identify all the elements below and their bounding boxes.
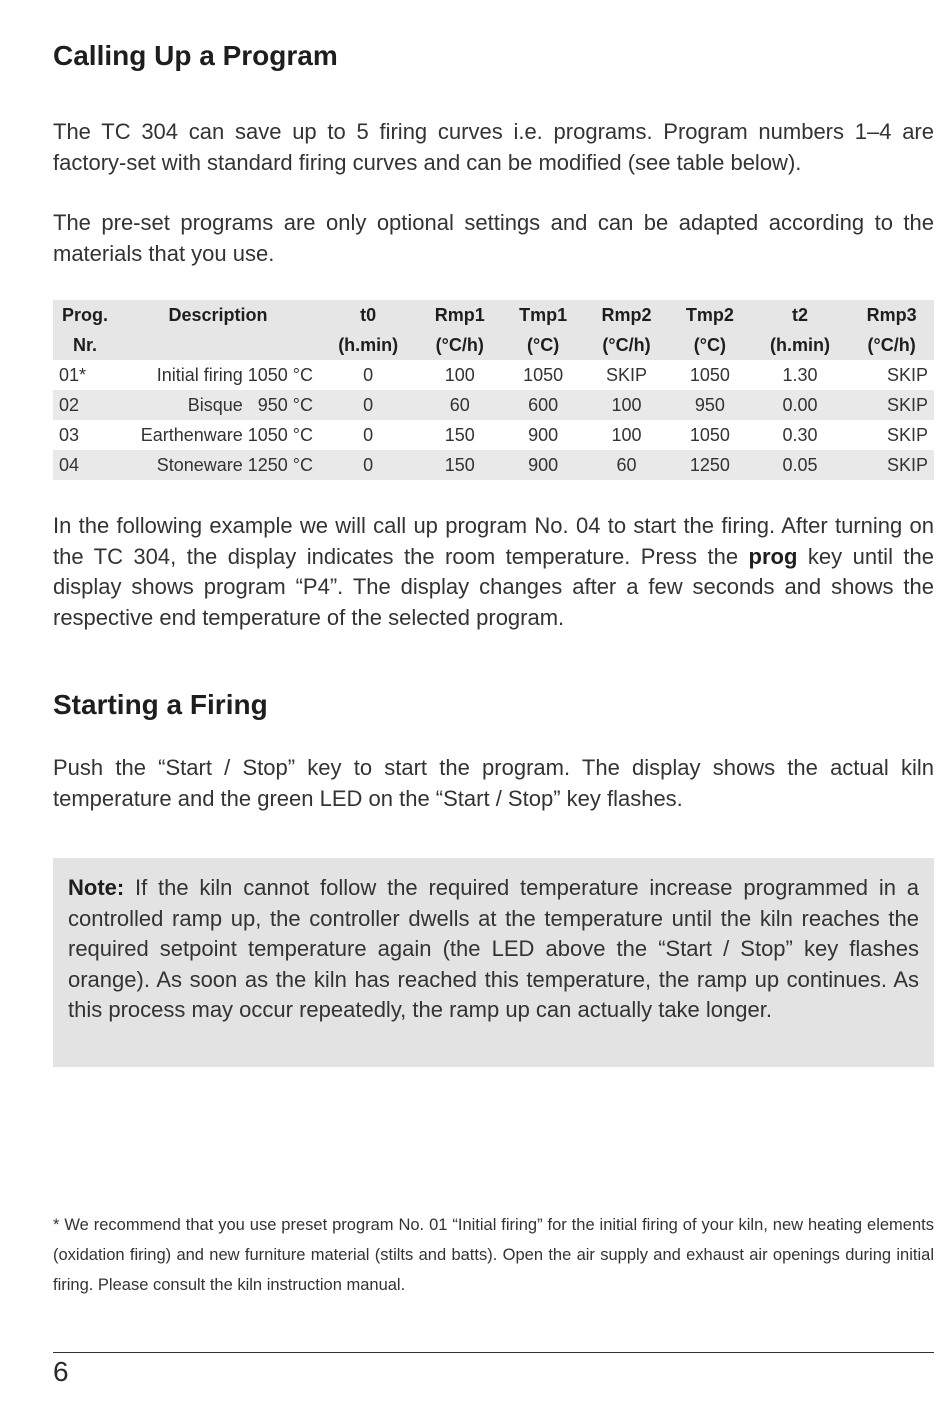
cell-description: Stoneware 1250 °C: [156, 454, 313, 475]
header-rmp3-unit: (°C/h): [867, 334, 916, 355]
cell-tmp1: 900: [528, 424, 559, 445]
note-body: If the kiln cannot follow the required temperature increase programmed in a controlled ramp up, the controller dwells at the temperature until the kiln reaches the required setpoint temperature again (the LED above the “Start / Stop” key flashes orange). As soon as the kiln has reached this temperature, the ramp up continues. As this process may occur repeatedly, the ramp up can actually take longer.: [68, 875, 919, 1022]
prog-key-label: prog: [748, 543, 798, 569]
cell-tmp2: 1050: [689, 424, 730, 445]
header-tmp1: Tmp1: [519, 304, 568, 325]
program-table: [53, 300, 934, 480]
header-prog-unit: Nr.: [72, 334, 97, 355]
cell-rmp1: 150: [444, 454, 475, 475]
page-number: 6: [53, 1356, 69, 1387]
cell-rmp3: SKIP: [886, 394, 928, 415]
cell-rmp3: SKIP: [886, 424, 928, 445]
cell-tmp2: 1050: [689, 364, 730, 385]
preset-paragraph: The pre-set programs are only optional settings and can be adapted according to the materials that you use.: [53, 210, 934, 266]
header-rmp2: Rmp2: [601, 304, 652, 325]
header-description-unit: [117, 330, 319, 360]
footer-divider: [53, 1352, 934, 1353]
note-text: [68, 873, 919, 1026]
header-t0-unit: (h.min): [338, 334, 399, 355]
cell-rmp1: 100: [444, 364, 475, 385]
cell-t2: 0.05: [782, 454, 818, 475]
cell-prog: 01*: [59, 364, 87, 385]
header-rmp1-unit: (°C/h): [435, 334, 484, 355]
header-tmp1-unit: (°C): [527, 334, 560, 355]
cell-t0: 0: [363, 364, 374, 385]
cell-rmp3: SKIP: [886, 454, 928, 475]
note-box: [53, 858, 934, 1067]
cell-prog: 03: [59, 424, 80, 445]
cell-rmp3: SKIP: [886, 364, 928, 385]
table-row: [53, 450, 934, 480]
cell-t2: 0.00: [782, 394, 818, 415]
cell-prog: 04: [59, 454, 80, 475]
footnote: * We recommend that you use preset program No. 01 “Initial firing” for the initial firing of your kiln, new heating elements (oxidation firing) and new furniture material (stilts and batts). Open the air supply and exhaust air openings during initial firing. Please consult the kiln instruction manual.: [53, 1216, 934, 1294]
table-row: [53, 420, 934, 450]
header-rmp3: Rmp3: [866, 304, 917, 325]
section-title-calling-up: Calling Up a Program: [53, 40, 338, 71]
table-header-row-2: [53, 330, 934, 360]
header-t2: t2: [792, 304, 809, 325]
cell-tmp1: 900: [528, 454, 559, 475]
header-rmp2-unit: (°C/h): [602, 334, 651, 355]
note-label: Note:: [68, 875, 125, 900]
cell-description: Bisque 950 °C: [187, 394, 313, 415]
header-t2-unit: (h.min): [770, 334, 831, 355]
cell-tmp1: 600: [528, 394, 559, 415]
cell-t0: 0: [363, 454, 374, 475]
example-text-after: key until the display shows program “P4”. The display changes after a few seconds and shows the respective end temperature of the selected program.: [53, 543, 934, 630]
header-tmp2-unit: (°C): [693, 334, 726, 355]
intro-paragraph: The TC 304 can save up to 5 firing curves i.e. programs. Program numbers 1–4 are factory-set with standard firing curves and can be modified (see table below).: [53, 119, 934, 175]
cell-t0: 0: [363, 424, 374, 445]
cell-prog: 02: [59, 394, 80, 415]
cell-description: Initial firing 1050 °C: [156, 364, 313, 385]
cell-rmp1: 60: [449, 394, 470, 415]
example-paragraph: [53, 511, 934, 633]
cell-rmp2: 60: [616, 454, 637, 475]
cell-tmp2: 1250: [689, 454, 730, 475]
cell-rmp2: SKIP: [605, 364, 647, 385]
table-row: [53, 360, 934, 390]
header-rmp1: Rmp1: [434, 304, 485, 325]
cell-description: Earthenware 1050 °C: [140, 424, 313, 445]
cell-t2: 0.30: [782, 424, 818, 445]
table-row: [53, 390, 934, 420]
cell-rmp2: 100: [611, 424, 642, 445]
cell-tmp1: 1050: [523, 364, 564, 385]
start-paragraph: Push the “Start / Stop” key to start the program. The display shows the actual kiln temperature and the green LED on the “Start / Stop” key flashes.: [53, 755, 934, 811]
section-title-starting-firing: Starting a Firing: [53, 689, 268, 720]
cell-t2: 1.30: [782, 364, 818, 385]
cell-rmp2: 100: [611, 394, 642, 415]
example-text-before: In the following example we will call up program No. 04 to start the firing. After turning on the TC 304, the display indicates the room temperature. Press the: [53, 513, 934, 569]
header-prog: Prog.: [61, 304, 108, 325]
table-header-row-1: [53, 300, 934, 330]
header-t0: t0: [360, 304, 377, 325]
cell-t0: 0: [363, 394, 374, 415]
cell-rmp1: 150: [444, 424, 475, 445]
cell-tmp2: 950: [694, 394, 725, 415]
header-tmp2: Tmp2: [685, 304, 734, 325]
header-description: Description: [168, 304, 268, 325]
